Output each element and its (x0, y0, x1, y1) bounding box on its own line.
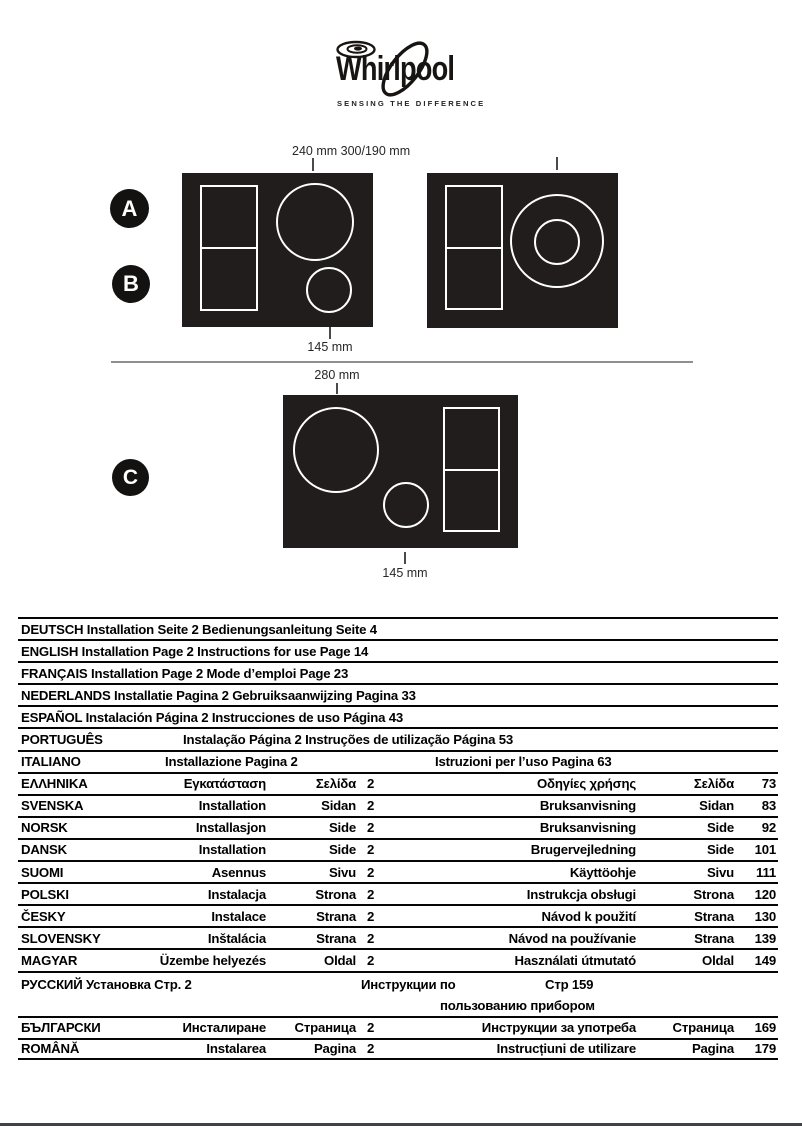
row-usage-label-line1: Инструкции по (361, 976, 456, 992)
row-language: SVENSKA (21, 798, 84, 814)
tick-240mm (312, 158, 314, 171)
row-page-usage: Стр 159 (545, 976, 594, 992)
row-language: MAGYAR (21, 952, 78, 968)
row-language: PORTUGUÊS (21, 732, 103, 748)
row-text: Instalação Página 2 Instruções de utilização Página 53 (183, 732, 514, 748)
row-page-number-install: 2 (367, 886, 375, 902)
row-usage-text: Istruzioni per l’uso Pagina 63 (435, 754, 612, 770)
zone-divider (447, 247, 501, 249)
row-language-text: ESPAÑOL Instalación Página 2 Instrucciones de uso Página 43 (21, 709, 403, 725)
row-page-number-install: 2 (367, 842, 375, 858)
row-install-label: Instalarea (206, 1041, 266, 1057)
row-usage-label: Návod k použití (541, 908, 636, 924)
row-language-text: ENGLISH Installation Page 2 Instructions for use Page 14 (21, 643, 369, 659)
brand-wordmark: Whirlpool (336, 50, 455, 88)
row-page-number-usage: 92 (761, 820, 776, 836)
row-page-word-usage: Σελίδα (693, 776, 734, 792)
row-page-word-install: Страница (294, 1020, 356, 1036)
row-page-number-usage: 169 (754, 1020, 776, 1036)
row-page-number-install: 2 (367, 908, 375, 924)
tick-145mm-top (329, 327, 331, 339)
row-install-label: Εγκατάσταση (183, 776, 266, 792)
table-row (18, 750, 778, 772)
burner-circle-280mm (293, 407, 379, 493)
row-language: DANSK (21, 842, 67, 858)
language-table (18, 617, 778, 1060)
dimension-label-280: 280 mm (314, 368, 360, 382)
row-language-text: DEUTSCH Installation Seite 2 Bedienungsanleitung Seite 4 (21, 621, 377, 637)
burner-circle-145mm (306, 267, 352, 313)
row-language-install-text: РУССКИЙ Установка Стр. 2 (21, 976, 192, 992)
brand-tagline: SENSING THE DIFFERENCE (337, 99, 486, 108)
row-usage-label-line2: пользованию прибором (440, 997, 595, 1013)
row-page-number-usage: 139 (754, 930, 776, 946)
row-page-number-usage: 179 (754, 1041, 776, 1057)
tick-300-190mm (556, 157, 558, 170)
row-page-word-install: Pagina (313, 1041, 356, 1057)
burner-circle-145mm (383, 482, 429, 528)
row-install-label: Üzembe helyezés (159, 952, 266, 968)
row-page-number-install: 2 (367, 820, 375, 836)
row-page-word-usage: Pagina (691, 1041, 734, 1057)
row-page-word-install: Side (328, 842, 356, 858)
row-language: NORSK (21, 820, 68, 836)
row-usage-label: Instrukcja obsługi (526, 886, 636, 902)
section-divider-line (111, 361, 693, 363)
row-language: ROMÂNĂ (21, 1041, 80, 1057)
dual-zone-rect (445, 185, 503, 310)
table-row (18, 661, 778, 683)
table-row (18, 882, 778, 904)
dimension-label-top: 240 mm 300/190 mm (292, 144, 411, 158)
row-usage-label: Οδηγίες χρήσης (536, 776, 636, 792)
row-page-word-usage: Side (706, 820, 734, 836)
row-page-word-install: Side (328, 820, 356, 836)
row-page-word-install: Strana (316, 908, 356, 924)
row-page-number-usage: 149 (754, 952, 776, 968)
dimension-label-145-top: 145 mm (307, 340, 353, 354)
table-row (18, 948, 778, 970)
row-usage-label: Návod na používanie (508, 930, 636, 946)
row-page-word-install: Strana (316, 930, 356, 946)
row-usage-label: Használati útmutató (514, 952, 636, 968)
row-page-number-usage: 130 (754, 908, 776, 924)
row-install-text: Installazione Pagina 2 (165, 754, 298, 770)
zone-divider (202, 247, 256, 249)
table-row (18, 727, 778, 749)
row-page-number-install: 2 (367, 1020, 375, 1036)
row-page-number-install: 2 (367, 864, 375, 880)
table-row (18, 1016, 778, 1038)
burner-circle-240mm (276, 183, 354, 261)
row-language: ČESKY (21, 908, 66, 924)
row-page-number-install: 2 (367, 930, 375, 946)
table-row (18, 904, 778, 926)
row-install-label: Инсталиране (182, 1020, 266, 1036)
zone-divider (445, 469, 498, 471)
table-row (18, 683, 778, 705)
row-page-number-install: 2 (367, 798, 375, 814)
row-page-number-install: 2 (367, 776, 375, 792)
row-language: БЪЛГАРСКИ (21, 1020, 101, 1036)
row-install-label: Installasjon (195, 820, 266, 836)
row-page-number-install: 2 (367, 1041, 375, 1057)
row-page-word-install: Σελίδα (315, 776, 356, 792)
row-install-label: Inštalácia (207, 930, 266, 946)
cooktop-diagram-ab-right (427, 173, 618, 328)
row-usage-label: Bruksanvisning (539, 798, 636, 814)
row-page-word-install: Sivu (328, 864, 356, 880)
row-usage-label: Käyttöohje (569, 864, 636, 880)
row-install-label: Installation (198, 798, 266, 814)
row-page-number-usage: 83 (761, 798, 776, 814)
row-usage-label: Instrucțiuni de utilizare (496, 1041, 636, 1057)
dual-zone-rect (443, 407, 500, 532)
row-page-word-usage: Sivu (706, 864, 734, 880)
row-usage-label: Инструкции за употреба (481, 1020, 636, 1036)
row-language: SUOMI (21, 864, 64, 880)
row-page-word-install: Sidan (321, 798, 356, 814)
cooktop-diagram-ab-left (182, 173, 373, 327)
burner-circle-190mm-inner (534, 219, 580, 265)
row-install-label: Instalacja (207, 886, 266, 902)
row-language: SLOVENSKY (21, 930, 101, 946)
table-row (18, 838, 778, 860)
row-page-number-usage: 73 (761, 776, 776, 792)
table-row (18, 772, 778, 794)
table-row (18, 1038, 778, 1060)
table-row (18, 926, 778, 948)
row-install-label: Instalace (211, 908, 266, 924)
table-row (18, 794, 778, 816)
table-row (18, 639, 778, 661)
row-page-word-install: Strona (315, 886, 356, 902)
model-badge-b: B (112, 265, 150, 303)
table-row (18, 816, 778, 838)
row-page-word-usage: Strana (694, 930, 734, 946)
tick-280mm (336, 383, 338, 394)
dimension-label-145-bottom: 145 mm (382, 566, 428, 580)
row-language-text: NEDERLANDS Installatie Pagina 2 Gebruiksaanwijzing Pagina 33 (21, 687, 416, 703)
row-install-label: Asennus (211, 864, 266, 880)
model-badge-c: C (112, 459, 149, 496)
row-page-word-usage: Strana (694, 908, 734, 924)
logo-loop-ellipse (336, 38, 486, 108)
table-row (18, 617, 778, 639)
row-page-word-usage: Sidan (699, 798, 734, 814)
row-page-number-install: 2 (367, 952, 375, 968)
row-page-number-usage: 111 (756, 864, 776, 880)
page-footer-line (0, 1123, 802, 1126)
table-row (18, 705, 778, 727)
row-page-word-usage: Oldal (702, 952, 734, 968)
row-language-text: FRANÇAIS Installation Page 2 Mode d’emploi Page 23 (21, 665, 349, 681)
model-badge-a: A (110, 189, 149, 228)
row-page-word-usage: Strona (693, 886, 734, 902)
row-page-word-install: Oldal (324, 952, 356, 968)
tick-145mm-bottom (404, 552, 406, 564)
row-page-word-usage: Страница (672, 1020, 734, 1036)
table-row (18, 860, 778, 882)
row-page-number-usage: 101 (754, 842, 776, 858)
row-usage-label: Bruksanvisning (539, 820, 636, 836)
row-page-number-usage: 120 (754, 886, 776, 902)
dual-zone-rect (200, 185, 258, 311)
table-row (18, 971, 778, 1016)
row-language: POLSKI (21, 886, 69, 902)
row-install-label: Installation (198, 842, 266, 858)
row-page-word-usage: Side (706, 842, 734, 858)
row-usage-label: Brugervejledning (530, 842, 636, 858)
cooktop-diagram-c (283, 395, 518, 548)
row-language: ΕΛΛΗΝΙΚΑ (21, 776, 88, 792)
row-language: ITALIANO (21, 754, 81, 770)
